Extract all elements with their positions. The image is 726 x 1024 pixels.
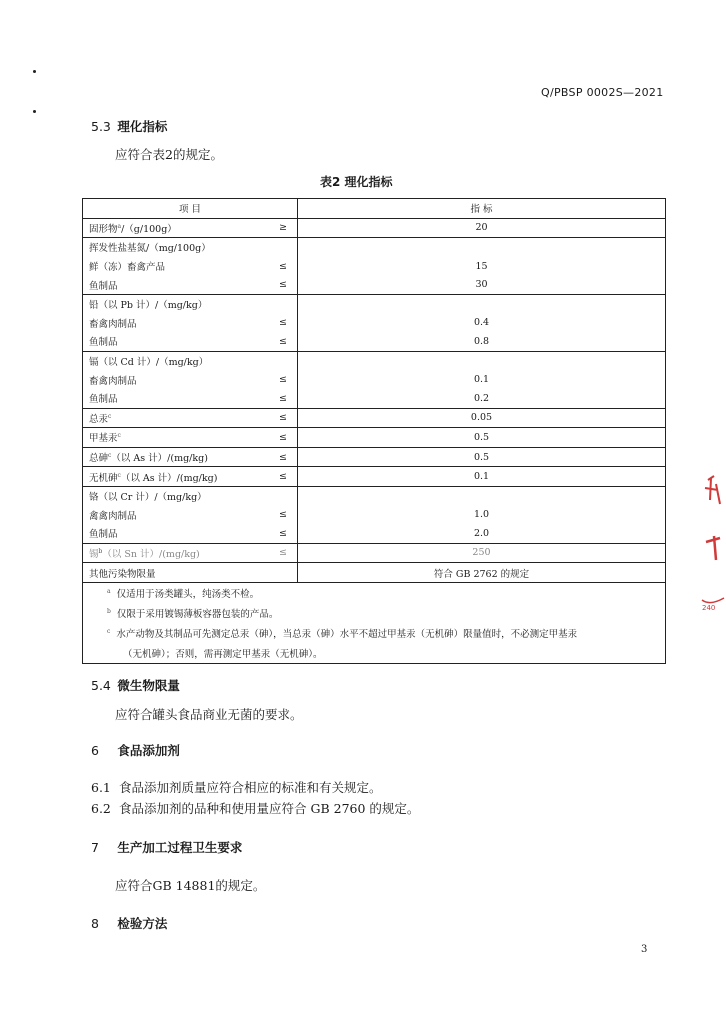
spec-table xyxy=(82,198,666,664)
svg-text:240: 240 xyxy=(702,604,716,612)
footnote-row xyxy=(83,643,666,664)
row-value: 0.5 xyxy=(298,447,666,467)
table-header-row xyxy=(83,199,666,219)
row-comparator xyxy=(233,486,298,505)
footnote-mark: c xyxy=(117,432,121,440)
scan-dot xyxy=(33,110,36,113)
table-row xyxy=(83,238,666,257)
section-number: 8 xyxy=(91,916,99,931)
table-row xyxy=(83,467,666,487)
footnote-mark: b xyxy=(98,547,103,555)
header-value: 指 标 xyxy=(298,199,666,219)
table-row xyxy=(83,275,666,294)
row-value: 2.0 xyxy=(298,524,666,543)
section-title: 生产加工过程卫生要求 xyxy=(117,840,243,855)
section-number: 7 xyxy=(91,840,99,855)
row-item xyxy=(83,332,233,351)
row-comparator: ≤ xyxy=(233,408,298,428)
row-item-label: 无机砷 xyxy=(89,472,118,484)
row-item-label: 总砷 xyxy=(89,453,109,465)
section-5-3-text: 应符合表2的规定。 xyxy=(115,147,223,162)
section-5-4-heading xyxy=(91,676,180,694)
row-item-label: 锡 xyxy=(89,548,99,560)
row-comparator: ≤ xyxy=(233,543,298,563)
row-comparator: ≤ xyxy=(233,332,298,351)
section-number: 5.4 xyxy=(91,678,111,693)
footnote-text: 水产动物及其制品可先测定总汞（砷），当总汞（砷）水平不超过甲基汞（无机砷）限量值时，不必测定甲基汞 xyxy=(116,628,578,640)
row-value xyxy=(298,294,666,313)
row-item xyxy=(83,563,233,583)
row-item-unit: （以 As 计）/(mg/kg) xyxy=(120,472,218,484)
row-value xyxy=(298,238,666,257)
row-value: 250 xyxy=(298,543,666,563)
row-comparator: ≤ xyxy=(233,428,298,448)
table-row xyxy=(83,524,666,543)
row-value: 0.1 xyxy=(298,370,666,389)
row-item-label: 鲜（冻）畜禽产品 xyxy=(89,262,166,274)
row-value: 0.5 xyxy=(298,428,666,448)
row-item-label: 其他污染物限量 xyxy=(89,568,156,580)
section-text: 食品添加剂的品种和使用量应符合 GB 2760 的规定。 xyxy=(119,801,420,816)
table-row xyxy=(83,351,666,370)
section-number: 6.1 xyxy=(91,780,111,795)
row-item-unit: /（g/100g） xyxy=(121,223,177,235)
footnote-row xyxy=(83,582,666,603)
section-8-heading xyxy=(91,914,167,932)
row-item xyxy=(83,506,233,525)
section-text: 食品添加剂质量应符合相应的标准和有关规定。 xyxy=(119,780,382,795)
row-comparator xyxy=(233,351,298,370)
row-item-label: 禽禽肉制品 xyxy=(89,510,137,522)
section-6-1 xyxy=(91,778,382,796)
spec-table-body xyxy=(83,199,666,664)
row-item-label: 总汞 xyxy=(89,413,109,425)
section-title: 食品添加剂 xyxy=(117,743,180,758)
row-comparator: ≤ xyxy=(233,506,298,525)
section-5-4-text: 应符合罐头食品商业无菌的要求。 xyxy=(115,707,303,722)
footnote-mark: c xyxy=(107,627,111,635)
section-number: 5.3 xyxy=(91,119,111,134)
row-comparator: ≤ xyxy=(233,467,298,487)
row-value: 1.0 xyxy=(298,506,666,525)
row-value xyxy=(298,351,666,370)
row-item xyxy=(83,275,233,294)
row-item-label: 挥发性盐基氮/（mg/100g） xyxy=(89,243,211,255)
row-item xyxy=(83,218,233,238)
footnote-mark: c xyxy=(117,471,121,479)
row-item xyxy=(83,294,233,313)
table-row xyxy=(83,294,666,313)
table-row xyxy=(83,447,666,467)
footnote xyxy=(83,643,666,664)
table-row xyxy=(83,486,666,505)
table-row xyxy=(83,506,666,525)
row-item xyxy=(83,389,233,408)
row-value: 0.2 xyxy=(298,389,666,408)
section-title: 理化指标 xyxy=(117,119,168,134)
row-item-label: 铬（以 Cr 计）/（mg/kg） xyxy=(89,492,207,504)
row-value: 15 xyxy=(298,257,666,276)
row-comparator: ≤ xyxy=(233,389,298,408)
row-item-label: 鱼制品 xyxy=(89,337,118,349)
footnote-mark: a xyxy=(117,222,122,230)
row-item-label: 铅（以 Pb 计）/（mg/kg） xyxy=(89,300,208,312)
section-6-heading xyxy=(91,741,180,759)
row-item xyxy=(83,408,233,428)
row-value: 0.05 xyxy=(298,408,666,428)
footnote-text: 仅适用于汤类罐头，纯汤类不检。 xyxy=(116,588,260,600)
table-row xyxy=(83,370,666,389)
footnote-text: （无机砷）；否则，需再测定甲基汞（无机砷）。 xyxy=(123,648,323,660)
footnote xyxy=(83,603,666,623)
table-row xyxy=(83,218,666,238)
row-value: 0.8 xyxy=(298,332,666,351)
row-value: 0.1 xyxy=(298,467,666,487)
row-item xyxy=(83,524,233,543)
section-number: 6.2 xyxy=(91,801,111,816)
seal-stamp-fragment xyxy=(700,470,726,620)
row-comparator: ≤ xyxy=(233,524,298,543)
row-item-label: 镉（以 Cd 计）/（mg/kg） xyxy=(89,357,209,369)
scan-dot xyxy=(33,70,36,73)
row-comparator xyxy=(233,238,298,257)
section-7-text: 应符合GB 14881的规定。 xyxy=(115,878,266,893)
row-item xyxy=(83,467,233,487)
footnote xyxy=(83,623,666,643)
row-comparator: ≤ xyxy=(233,275,298,294)
footnote-mark: b xyxy=(107,607,111,615)
table-row xyxy=(83,314,666,333)
row-item xyxy=(83,428,233,448)
row-item-label: 鱼制品 xyxy=(89,529,118,541)
page-number: 3 xyxy=(641,944,648,955)
table-caption: 表2 理化指标 xyxy=(320,175,393,189)
table-row xyxy=(83,389,666,408)
table-row xyxy=(83,543,666,563)
footnote-text: 仅限于采用镀锡薄板容器包装的产品。 xyxy=(116,608,279,620)
row-item xyxy=(83,257,233,276)
row-comparator: ≤ xyxy=(233,370,298,389)
row-comparator: ≥ xyxy=(233,218,298,238)
section-6-2 xyxy=(91,799,419,817)
section-5-3-heading xyxy=(91,117,167,135)
footnote-mark: a xyxy=(107,587,111,595)
table-row xyxy=(83,428,666,448)
footnote-mark: c xyxy=(108,451,112,459)
row-value: 0.4 xyxy=(298,314,666,333)
footnote xyxy=(83,582,666,603)
row-item xyxy=(83,447,233,467)
row-value xyxy=(298,486,666,505)
row-item-label: 畜禽肉制品 xyxy=(89,375,137,387)
row-item xyxy=(83,370,233,389)
table-row xyxy=(83,408,666,428)
section-title: 微生物限量 xyxy=(117,678,180,693)
footnote-mark: c xyxy=(108,412,112,420)
row-item xyxy=(83,543,233,563)
row-item-label: 固形物 xyxy=(89,223,118,235)
row-item xyxy=(83,238,233,257)
table-row xyxy=(83,332,666,351)
row-item-label: 鱼制品 xyxy=(89,394,118,406)
header-item: 项 目 xyxy=(83,199,298,219)
table-row xyxy=(83,257,666,276)
row-comparator xyxy=(233,563,298,583)
section-title: 检验方法 xyxy=(117,916,168,931)
row-item xyxy=(83,351,233,370)
seal-stamp xyxy=(700,470,726,620)
footnote-row xyxy=(83,623,666,643)
row-comparator: ≤ xyxy=(233,314,298,333)
row-value: 20 xyxy=(298,218,666,238)
row-value: 30 xyxy=(298,275,666,294)
row-item-unit: （以 As 计）/(mg/kg) xyxy=(111,453,208,465)
section-number: 6 xyxy=(91,743,99,758)
section-7-heading xyxy=(91,838,242,856)
row-item-unit: （以 Sn 计）/(mg/kg) xyxy=(102,548,200,560)
row-comparator xyxy=(233,294,298,313)
row-value: 符合 GB 2762 的规定 xyxy=(298,563,666,583)
row-comparator: ≤ xyxy=(233,257,298,276)
row-item-label: 畜禽肉制品 xyxy=(89,318,137,330)
row-item xyxy=(83,314,233,333)
row-item-label: 鱼制品 xyxy=(89,280,118,292)
row-item xyxy=(83,486,233,505)
footnote-row xyxy=(83,603,666,623)
table-row xyxy=(83,563,666,583)
row-item-label: 甲基汞 xyxy=(89,433,118,445)
doc-code-header: Q/PBSP 0002S—2021 xyxy=(541,86,664,99)
row-comparator: ≤ xyxy=(233,447,298,467)
